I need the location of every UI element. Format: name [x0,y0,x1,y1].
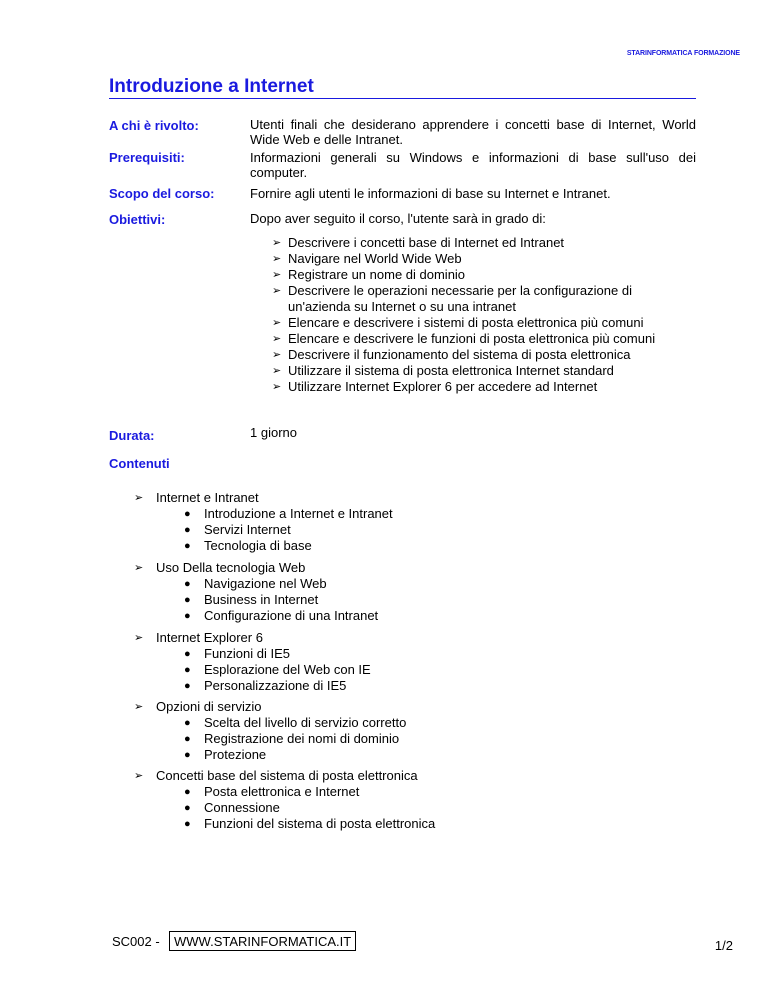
contents-section [134,630,371,694]
arrow-bullet-icon: ➢ [134,562,144,574]
section-item: ● Registrazione dei nomi di dominio [184,731,400,746]
objective-item: ➢ Descrivere le operazioni necessarie per la configurazione di un'azienda su Internet o su una intranet [272,283,632,314]
objectives-value: Dopo aver seguito il corso, l'utente sarà in grado di: [250,211,546,226]
section-item: ● Personalizzazione di IE5 [184,678,347,693]
objective-item: ➢ Elencare e descrivere i sistemi di posta elettronica più comuni [272,315,644,330]
section-item: ● Servizi Internet [184,522,291,537]
section-item: ● Introduzione a Internet e Intranet [184,506,393,521]
section-item: ● Posta elettronica e Internet [184,784,360,799]
objectives-label: Obiettivi: [109,212,166,227]
scope-label: Scopo del corso: [109,186,215,201]
arrow-bullet-icon: ➢ [134,632,144,644]
section-item: ● Navigazione nel Web [184,576,327,591]
section-item: ● Connessione [184,800,280,815]
bullet-icon: ● [184,802,191,814]
objective-item: ➢ Navigare nel World Wide Web [272,251,462,266]
audience-value: Utenti finali che desiderano apprendere i concetti base di Internet, World Wide Web e delle Intranet. [250,117,696,147]
section-item: ● Tecnologia di base [184,538,312,553]
objectives-list [250,235,688,395]
section-title: ➢ Internet e Intranet [134,490,259,505]
arrow-bullet-icon: ➢ [272,365,282,377]
header-brand: STARINFORMATICA FORMAZIONE [626,50,740,57]
objective-item: ➢ Utilizzare il sistema di posta elettronica Internet standard [272,363,614,378]
bullet-icon: ● [184,733,191,745]
page-title: Introduzione a Internet [109,76,314,97]
bullet-icon: ● [184,648,191,660]
bullet-icon: ● [184,680,191,692]
section-item: ● Funzioni del sistema di posta elettronica [184,816,436,831]
bullet-icon: ● [184,540,191,552]
scope-value: Fornire agli utenti le informazioni di base su Internet e Intranet. [250,186,611,201]
audience-label: A chi è rivolto: [109,118,199,133]
arrow-bullet-icon: ➢ [272,269,282,281]
contents-title: Contenuti [109,456,170,471]
prereq-value: Informazioni generali su Windows e informazioni di base sull'uso dei computer. [250,150,696,180]
section-item: ● Esplorazione del Web con IE [184,662,371,677]
section-item: ● Business in Internet [184,592,319,607]
bullet-icon: ● [184,508,191,520]
arrow-bullet-icon: ➢ [134,770,144,782]
bullet-icon: ● [184,524,191,536]
section-item: ● Funzioni di IE5 [184,646,290,661]
prereq-label: Prerequisiti: [109,150,185,165]
arrow-bullet-icon: ➢ [272,381,282,393]
arrow-bullet-icon: ➢ [272,237,282,249]
objective-item: ➢ Descrivere il funzionamento del sistema di posta elettronica [272,347,631,362]
bullet-icon: ● [184,664,191,676]
bullet-icon: ● [184,717,191,729]
bullet-icon: ● [184,786,191,798]
arrow-bullet-icon: ➢ [272,349,282,361]
section-title: ➢ Opzioni di servizio [134,699,262,714]
arrow-bullet-icon: ➢ [272,253,282,265]
section-title: ➢ Internet Explorer 6 [134,630,263,645]
page-number: 1/2 [714,938,733,953]
bullet-icon: ● [184,818,191,830]
bullet-icon: ● [184,578,191,590]
title-underline [109,98,696,99]
footer-code: SC002 - [112,934,160,949]
arrow-bullet-icon: ➢ [272,333,282,345]
objective-item: ➢ Registrare un nome di dominio [272,267,466,282]
contents-section [134,699,406,763]
footer-website-link[interactable]: WWW.STARINFORMATICA.IT [169,931,356,951]
bullet-icon: ● [184,749,191,761]
section-title: ➢ Uso Della tecnologia Web [134,560,306,575]
contents-section [134,560,378,624]
duration-label: Durata: [109,428,155,443]
objective-item: ➢ Descrivere i concetti base di Internet ed Intranet [272,235,565,250]
contents-section [134,768,435,832]
arrow-bullet-icon: ➢ [272,285,282,297]
duration-value: 1 giorno [250,425,297,440]
section-item: ● Scelta del livello di servizio corretto [184,715,407,730]
contents-section [134,490,393,554]
objective-item: ➢ Elencare e descrivere le funzioni di posta elettronica più comuni [272,331,656,346]
arrow-bullet-icon: ➢ [134,701,144,713]
objective-item: ➢ Utilizzare Internet Explorer 6 per accedere ad Internet [272,379,598,394]
bullet-icon: ● [184,594,191,606]
section-item: ● Protezione [184,747,267,762]
section-title: ➢ Concetti base del sistema di posta elettronica [134,768,418,783]
bullet-icon: ● [184,610,191,622]
section-item: ● Configurazione di una Intranet [184,608,379,623]
arrow-bullet-icon: ➢ [134,492,144,504]
arrow-bullet-icon: ➢ [272,317,282,329]
